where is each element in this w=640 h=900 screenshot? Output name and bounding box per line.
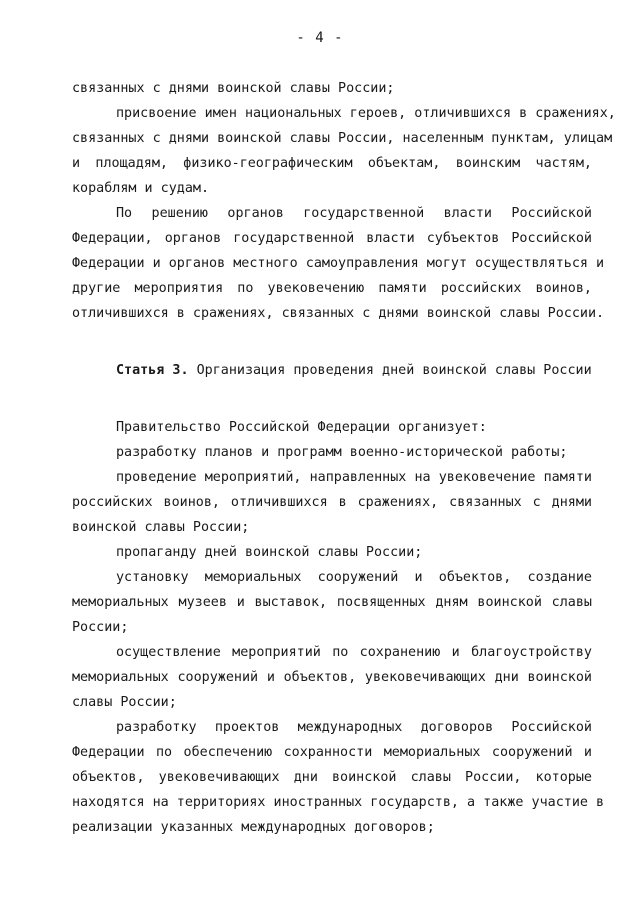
paragraph-other-measures [72,201,605,326]
paragraph-plans [72,440,592,465]
text-line: осуществление мероприятий по сохранению и благоустройству [116,645,592,660]
text-line: Федерации по обеспечению сохранности мемориальных сооружений и [72,745,592,760]
text-line: другие мероприятия по увековечению памяти российских воинов, [72,281,592,296]
page-body [72,76,616,840]
text-line: проведение мероприятий, направленных на увековечение памяти [116,470,592,485]
spacer [72,326,592,358]
text-line: объектов, увековечивающих дни воинской славы России, которые [72,770,592,785]
text-line: мемориальных музеев и выставок, посвященных дням воинской славы [72,595,592,610]
text-line: установку мемориальных сооружений и объектов, создание [116,570,592,585]
paragraph-propaganda [72,540,592,565]
text-line: связанных с днями воинской славы России, населенным пунктам, улицам [72,131,613,146]
article-label: Статья 3. [116,363,189,378]
text-line: российских воинов, отличившихся в сражениях, связанных с днями [72,495,592,510]
text-line: и площадям, физико-географическим объектам, воинским частям, [72,156,592,171]
paragraph-memorials [72,565,592,640]
text-line: Правительство Российской Федерации организует: [116,420,487,435]
paragraph-events [72,465,592,540]
text-line: реализации указанных международных договоров; [72,820,435,835]
text-line: пропаганду дней воинской славы России; [116,545,423,560]
paragraph-preservation [72,640,592,715]
article-heading [72,358,592,383]
paragraph-international [72,715,605,840]
article-title: Организация проведения дней воинской славы России [196,363,592,378]
paragraph-continuation [72,76,592,101]
text-line: По решению органов государственной власти Российской [116,206,592,221]
text-line: находятся на территориях иностранных государств, а также участие в [72,795,605,810]
paragraph-government [72,415,592,440]
text-line: мемориальных сооружений и объектов, увековечивающих дни воинской [72,670,592,685]
text-line: воинской славы России; [72,520,250,535]
text-line: присвоение имен национальных героев, отличившихся в сражениях, [116,106,616,121]
text-line: Федерации, органов государственной власти субъектов Российской [72,231,592,246]
text-line: Федерации и органов местного самоуправления могут осуществляться и [72,256,605,271]
paragraph-heroes-naming [72,101,616,201]
text-line: связанных с днями воинской славы России; [72,81,395,96]
page-number: - 4 - [296,30,344,46]
text-line: славы России; [72,695,177,710]
text-line: кораблям и судам. [72,181,210,196]
text-line: отличившихся в сражениях, связанных с днями воинской славы России. [72,306,605,321]
text-line: России; [72,620,129,635]
text-line: разработку планов и программ военно-исторической работы; [116,445,568,460]
text-line: разработку проектов международных договоров Российской [116,720,592,735]
spacer [72,383,592,415]
